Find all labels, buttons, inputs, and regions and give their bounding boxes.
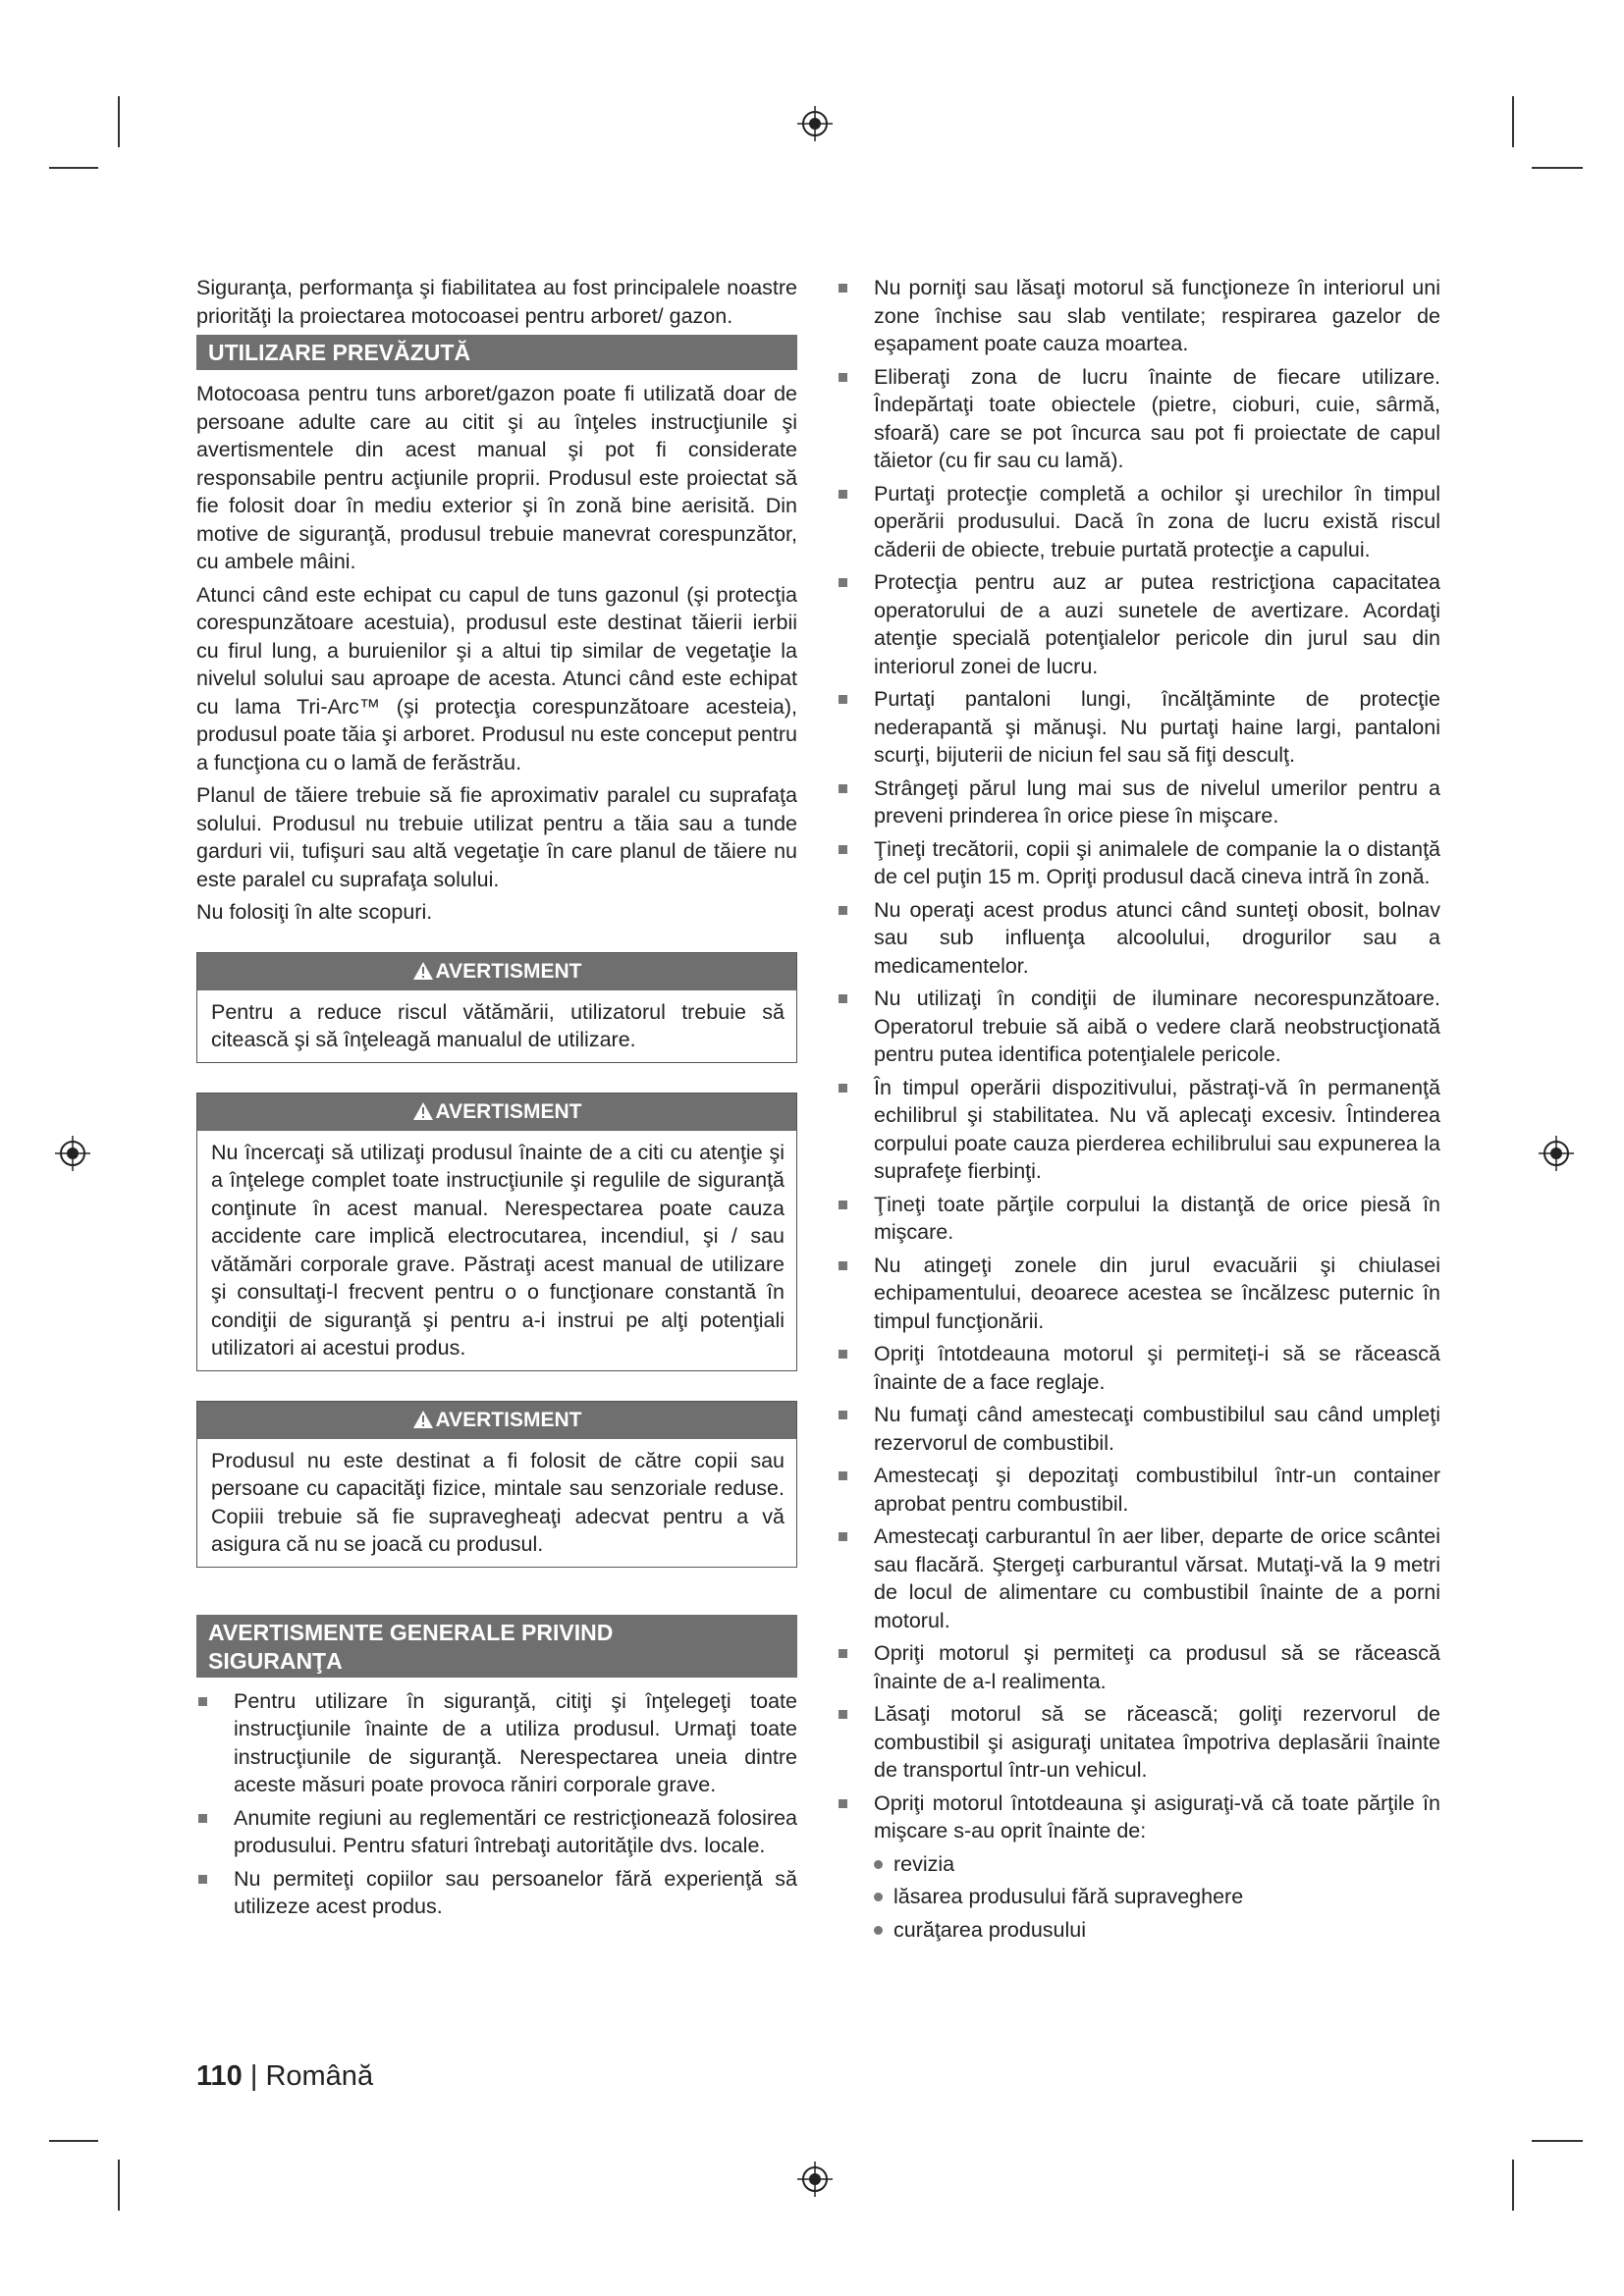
registration-mark-icon xyxy=(1537,1134,1576,1173)
list-item xyxy=(837,835,1440,891)
list-item-text: Purtaţi pantaloni lungi, încălţăminte de protecţie nederapantă şi mănuşi. Nu purtaţi haine largi, pantaloni scurţi, bijuterii de niciun fel sau să fiţi desculţ. xyxy=(874,687,1440,767)
list-item xyxy=(837,1191,1440,1247)
warning-text: Pentru a reduce riscul vătămării, utilizatorul trebuie să citească şi să înţeleagă manualul de utilizare. xyxy=(211,999,785,1051)
list-item-text: Opriţi întotdeauna motorul şi permiteţi-i să se răcească înainte de a face reglaje. xyxy=(874,1342,1440,1394)
list-item-text: Nu fumaţi când amestecaţi combustibilul sau când umpleţi rezervorul de combustibil. xyxy=(874,1403,1440,1455)
square-bullet-icon xyxy=(839,1201,847,1209)
sub-list-item-text: curăţarea produsului xyxy=(893,1917,1087,1942)
square-bullet-icon xyxy=(839,994,847,1003)
list-item-text: Purtaţi protecţie completă a ochilor şi urechilor în timpul operării produsului. Dacă în zona de lucru există riscul căderii de obiecte, trebuie purtată protecţie a capului. xyxy=(874,481,1440,561)
right-column xyxy=(837,274,1440,1949)
page-footer xyxy=(196,2060,373,2093)
square-bullet-icon xyxy=(839,1084,847,1093)
warning-title xyxy=(197,1094,796,1131)
square-bullet-icon xyxy=(839,373,847,382)
square-bullet-icon xyxy=(839,1710,847,1719)
list-item-text: Opriţi motorul şi permiteţi ca produsul să se răcească înainte de a-l realimenta. xyxy=(874,1641,1440,1693)
warning-triangle-icon xyxy=(412,961,434,981)
list-item xyxy=(837,480,1440,564)
crop-mark xyxy=(1512,2160,1514,2211)
footer-separator: | xyxy=(242,2060,266,2092)
warning-title-text: AVERTISMENT xyxy=(435,1099,582,1123)
list-item-text: Ţineţi trecătorii, copii şi animalele de companie la o distanţă de cel puţin 15 m. Opriţi produsul dacă cineva intră în zonă. xyxy=(874,836,1440,888)
intro-paragraph: Siguranţa, performanţa şi fiabilitatea au fost principalele noastre priorităţi la proiectarea motocoasei pentru arboret/ gazon. xyxy=(196,276,797,328)
list-item xyxy=(196,1687,797,1799)
heading-line: AVERTISMENTE GENERALE PRIVIND xyxy=(208,1619,614,1645)
list-item-text: Protecţia pentru auz ar putea restricţiona capacitatea operatorului de a auzi sunetele de avertizare. Acordaţi atenţie specială potenţialelor pericole din jurul sau din interiorul zonei de lucru. xyxy=(874,570,1440,678)
square-bullet-icon xyxy=(198,1875,207,1884)
list-item-text: Ţineţi toate părţile corpului la distanţă de orice piesă în mişcare. xyxy=(874,1192,1440,1244)
square-bullet-icon xyxy=(839,695,847,704)
list-item xyxy=(837,274,1440,358)
square-bullet-icon xyxy=(839,845,847,854)
list-item xyxy=(196,1804,797,1860)
square-bullet-icon xyxy=(839,784,847,793)
list-item-text: Amestecaţi carburantul în aer liber, departe de orice scântei sau flacără. Ştergeţi carburantul vărsat. Mutaţi-vă la 9 metri de locul de alimentare cu combustibil înainte de a porni motorul. xyxy=(874,1524,1440,1632)
crop-mark xyxy=(49,2140,98,2142)
warning-text: Produsul nu este destinat a fi folosit de către copii sau persoane cu capacităţi fizice, mintale sau senzoriale reduse. Copiii trebuie să fie supravegheaţi adecvat pentru a vă asigura că nu se joacă cu produsul. xyxy=(211,1448,785,1556)
section-heading-intended-use: UTILIZARE PREVĂZUTĂ xyxy=(196,335,797,370)
intended-use-paragraph: Planul de tăiere trebuie să fie aproximativ paralel cu suprafaţa solului. Produsul nu trebuie utilizat pentru a tăia sau a tunde garduri vii, tufişuri sau altă vegetaţie în care planul de tăiere nu este paralel cu suprafaţa solului. xyxy=(196,783,797,891)
list-item-text: Nu operaţi acest produs atunci când sunteţi obosit, bolnav sau sub influenţa alcoolului, drogurilor sau a medicamentelor. xyxy=(874,897,1440,978)
list-item xyxy=(837,774,1440,830)
list-item-text: Strângeţi părul lung mai sus de nivelul umerilor pentru a preveni prinderea în orice piese în mişcare. xyxy=(874,775,1440,828)
registration-mark-icon xyxy=(795,104,835,143)
list-item xyxy=(837,363,1440,475)
sub-list-item xyxy=(837,1850,1440,1879)
warning-box xyxy=(196,1401,797,1568)
warning-box xyxy=(196,952,797,1063)
list-item xyxy=(837,1401,1440,1457)
square-bullet-icon xyxy=(839,1350,847,1359)
crop-mark xyxy=(1532,167,1583,169)
square-bullet-icon xyxy=(839,1649,847,1658)
sub-list-item-text: lăsarea produsului fără supraveghere xyxy=(893,1885,1244,1908)
footer-language: Română xyxy=(265,2060,374,2092)
crop-mark xyxy=(118,96,120,147)
crop-mark xyxy=(118,2160,120,2211)
square-bullet-icon xyxy=(839,578,847,587)
list-item xyxy=(837,896,1440,981)
square-bullet-icon xyxy=(839,1532,847,1541)
list-item xyxy=(837,1340,1440,1396)
list-item xyxy=(837,1522,1440,1634)
square-bullet-icon xyxy=(198,1814,207,1823)
warning-triangle-icon xyxy=(412,1410,434,1429)
square-bullet-icon xyxy=(839,906,847,915)
round-bullet-icon xyxy=(874,1926,883,1935)
square-bullet-icon xyxy=(839,490,847,499)
list-item-text: Pentru utilizare în siguranţă, citiţi şi înţelegeţi toate instrucţiunile înainte de a utiliza produsul. Urmaţi toate instrucţiunile de siguranţă. Nerespectarea uneia dintre aceste măsuri poate provoca răniri corporale grave. xyxy=(234,1688,797,1796)
sub-list-item xyxy=(837,1916,1440,1945)
warning-text: Nu încercaţi să utilizaţi produsul înainte de a citi cu atenţie şi a înţelege complet toate instrucţiunile şi regulile de siguranţă conţinute în acest manual. Nerespectarea poate cauza accidente care implică electrocutarea, incendiul, şi / sau vătămări corporale grave. Păstraţi acest manual de utilizare şi consultaţi-l frecvent pentru o o funcţionare constantă în condiţii de siguranţă şi pentru a-i instrui pe alţi potenţiali utilizatori ai acestui produs. xyxy=(211,1140,785,1360)
list-item xyxy=(837,685,1440,770)
round-bullet-icon xyxy=(874,1860,883,1869)
intended-use-paragraph: Atunci când este echipat cu capul de tuns gazonul (şi protecţia corespunzătoare acestuia), produsul este destinat tăierii ierbii cu firul lung, a buruienilor şi a altui tip similar de vegetaţie la nivelul solului sau aproape de acesta. Atunci când este echipat cu lama Tri-Arc™ (şi protecţia corespunzătoare acesteia), produsul poate tăia şi arboret. Produsul nu este conceput pentru a funcţiona cu o lamă de ferăstrău. xyxy=(196,582,797,774)
square-bullet-icon xyxy=(839,1799,847,1808)
square-bullet-icon xyxy=(839,1261,847,1270)
warning-triangle-icon xyxy=(412,1101,434,1121)
list-item-text: Nu atingeţi zonele din jurul evacuării şi chiulasei echipamentului, deoarece acestea se încălzesc puternic în timpul funcţionării. xyxy=(874,1253,1440,1333)
list-item-text: Eliberaţi zona de lucru înainte de fiecare utilizare. Îndepărtaţi toate obiectele (pietre, cioburi, cuie, sârmă, sfoară) care se pot încurca sau pot fi proiectate de capul tăietor (cu fir sau cu lamă). xyxy=(874,364,1440,472)
list-item-text: Lăsaţi motorul să se răcească; goliţi rezervorul de combustibil şi asiguraţi unitatea împotriva deplasării înainte de transportul într-un vehicul. xyxy=(874,1702,1440,1782)
warning-title-text: AVERTISMENT xyxy=(435,959,582,983)
list-item xyxy=(837,568,1440,680)
registration-mark-icon xyxy=(795,2160,835,2199)
round-bullet-icon xyxy=(874,1893,883,1901)
list-item xyxy=(837,1252,1440,1336)
list-item xyxy=(837,1789,1440,1845)
intended-use-paragraph: Motocoasa pentru tuns arboret/gazon poate fi utilizată doar de persoane adulte care au citit şi au înţeles instrucţiunile şi avertismentele din acest manual şi pot fi considerate responsabile pentru acţiunile proprii. Produsul este proiectat să fie folosit doar în mediu exterior şi în zonă bine aerisită. Din motive de siguranţă, produsul trebuie manevrat corespunzător, cu ambele mâini. xyxy=(196,382,797,573)
list-item xyxy=(837,985,1440,1069)
section-heading-general-warnings xyxy=(196,1615,797,1678)
square-bullet-icon xyxy=(839,284,847,293)
crop-mark xyxy=(1512,96,1514,147)
registration-mark-icon xyxy=(53,1134,92,1173)
list-item xyxy=(196,1865,797,1921)
list-item-text: În timpul operării dispozitivului, păstraţi-vă în permanenţă echilibrul şi stabilitatea. Nu vă aplecaţi excesiv. Întinderea corpului poate cauza pierderea echilibrului sau expunerea la suprafeţe fierbinţi. xyxy=(874,1075,1440,1183)
square-bullet-icon xyxy=(198,1697,207,1706)
list-item xyxy=(837,1700,1440,1785)
list-item xyxy=(837,1639,1440,1695)
sub-list-item xyxy=(837,1883,1440,1911)
list-item xyxy=(837,1074,1440,1186)
square-bullet-icon xyxy=(839,1411,847,1419)
warning-title xyxy=(197,1402,796,1439)
list-item-text: Nu permiteţi copiilor sau persoanelor fără experienţă să utilizeze acest produs. xyxy=(234,1866,797,1918)
page-number: 110 xyxy=(196,2060,243,2092)
heading-line: SIGURANŢA xyxy=(208,1647,343,1674)
warning-title xyxy=(197,953,796,990)
list-item-text: Opriţi motorul întotdeauna şi asiguraţi-vă că toate părţile în mişcare s-au oprit înainte de: xyxy=(874,1790,1440,1842)
list-item-text: Anumite regiuni au reglementări ce restricţionează folosirea produsului. Pentru sfaturi întrebaţi autorităţile dvs. locale. xyxy=(234,1805,797,1857)
square-bullet-icon xyxy=(839,1471,847,1480)
intended-use-paragraph: Nu folosiţi în alte scopuri. xyxy=(196,900,433,924)
list-item-text: Nu porniţi sau lăsaţi motorul să funcţioneze în interiorul uni zone închise sau slab ventilate; respirarea gazelor de eşapament poate cauza moartea. xyxy=(874,276,1440,355)
left-column xyxy=(196,274,797,1926)
crop-mark xyxy=(49,167,98,169)
list-item xyxy=(837,1462,1440,1518)
sub-list-item-text: revizia xyxy=(893,1851,955,1876)
list-item-text: Amestecaţi şi depozitaţi combustibilul într-un container aprobat pentru combustibil. xyxy=(874,1464,1440,1516)
crop-mark xyxy=(1532,2140,1583,2142)
list-item-text: Nu utilizaţi în condiţii de iluminare necorespunzătoare. Operatorul trebuie să aibă o vedere clară neobstrucţionată pentru putea identifica potenţialele pericole. xyxy=(874,987,1440,1066)
warning-box xyxy=(196,1093,797,1371)
warning-title-text: AVERTISMENT xyxy=(435,1408,582,1431)
